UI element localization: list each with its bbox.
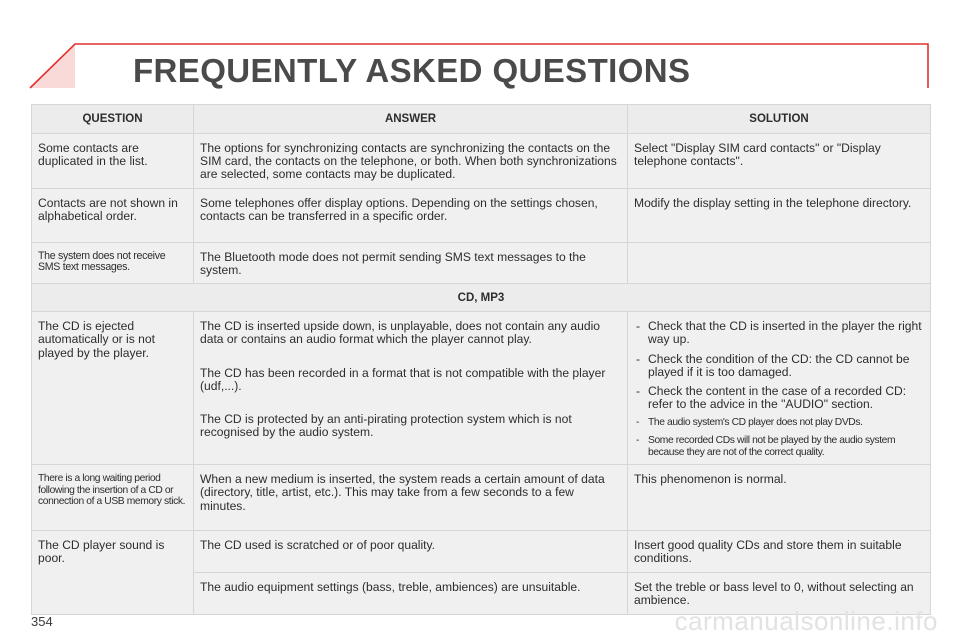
answer-cell: The audio equipment settings (bass, treble, ambiences) are unsuitable. <box>194 573 628 615</box>
header-question: QUESTION <box>32 105 194 134</box>
solution-item: - Check the condition of the CD: the CD cannot be played if it is too damaged. <box>634 353 924 379</box>
answer-cell: Some telephones offer display options. Depending on the settings chosen, contacts can be transferred in a specific order. <box>194 188 628 242</box>
solution-cell: Set the treble or bass level to 0, without selecting an ambience. <box>628 573 931 615</box>
table-row <box>32 465 931 531</box>
question-cell: The CD player sound is poor. <box>32 531 194 615</box>
solution-cell: This phenomenon is normal. <box>628 465 931 531</box>
answer-cell: The options for synchronizing contacts are synchronizing the contacts on the SIM card, the contacts on the telephone, or both. When both synchronizations are selected, some contacts may be duplicated. <box>194 134 628 189</box>
page-number: 354 <box>31 614 53 629</box>
solution-cell: Select "Display SIM card contacts" or "Display telephone contacts". <box>628 134 931 189</box>
table-row <box>32 312 931 465</box>
watermark-text: carmanualsonline.info <box>674 606 938 636</box>
solution-item: - Check the content in the case of a recorded CD: refer to the advice in the "AUDIO" section. <box>634 385 924 411</box>
question-cell: Contacts are not shown in alphabetical order. <box>32 188 194 242</box>
table-row <box>32 531 931 573</box>
solution-cell: Insert good quality CDs and store them in suitable conditions. <box>628 531 931 573</box>
table-row <box>32 134 931 189</box>
solution-item: - Some recorded CDs will not be played by the audio system because they are not of the correct quality. <box>634 435 924 458</box>
section-title-cd-mp3: CD, MP3 <box>32 284 931 312</box>
solution-list <box>634 320 924 458</box>
solution-cell <box>628 242 931 283</box>
section-header-row <box>32 284 931 312</box>
answer-paragraph: The CD has been recorded in a format that is not compatible with the player (udf,...). <box>200 365 606 393</box>
answer-paragraph: The CD is inserted upside down, is unplayable, does not contain any audio data or contains an audio format which the player cannot play. <box>200 319 601 347</box>
answer-cell: The Bluetooth mode does not permit sending SMS text messages to the system. <box>194 242 628 283</box>
answer-paragraph: The CD is protected by an anti-pirating protection system which is not recognised by the audio system. <box>200 412 572 440</box>
solution-cell <box>628 312 931 465</box>
table-row <box>32 188 931 242</box>
header-solution: SOLUTION <box>628 105 931 134</box>
question-cell: The system does not receive SMS text messages. <box>32 242 194 283</box>
faq-table <box>31 104 931 615</box>
question-cell: The CD is ejected automatically or is not played by the player. <box>32 312 194 465</box>
table-row <box>32 242 931 283</box>
answer-cell: The CD used is scratched or of poor quality. <box>194 531 628 573</box>
answer-cell <box>194 312 628 465</box>
solution-cell: Modify the display setting in the telephone directory. <box>628 188 931 242</box>
table-header-row <box>32 105 931 134</box>
answer-cell: When a new medium is inserted, the system reads a certain amount of data (directory, title, artist, etc.). This may take from a few seconds to a few minutes. <box>194 465 628 531</box>
question-cell: There is a long waiting period following the insertion of a CD or connection of a USB memory stick. <box>32 465 194 531</box>
solution-item: - The audio system's CD player does not play DVDs. <box>634 417 924 429</box>
question-cell: Some contacts are duplicated in the list. <box>32 134 194 189</box>
solution-item: - Check that the CD is inserted in the player the right way up. <box>634 320 924 346</box>
page-title: FREQUENTLY ASKED QUESTIONS <box>133 52 691 89</box>
header-answer: ANSWER <box>194 105 628 134</box>
